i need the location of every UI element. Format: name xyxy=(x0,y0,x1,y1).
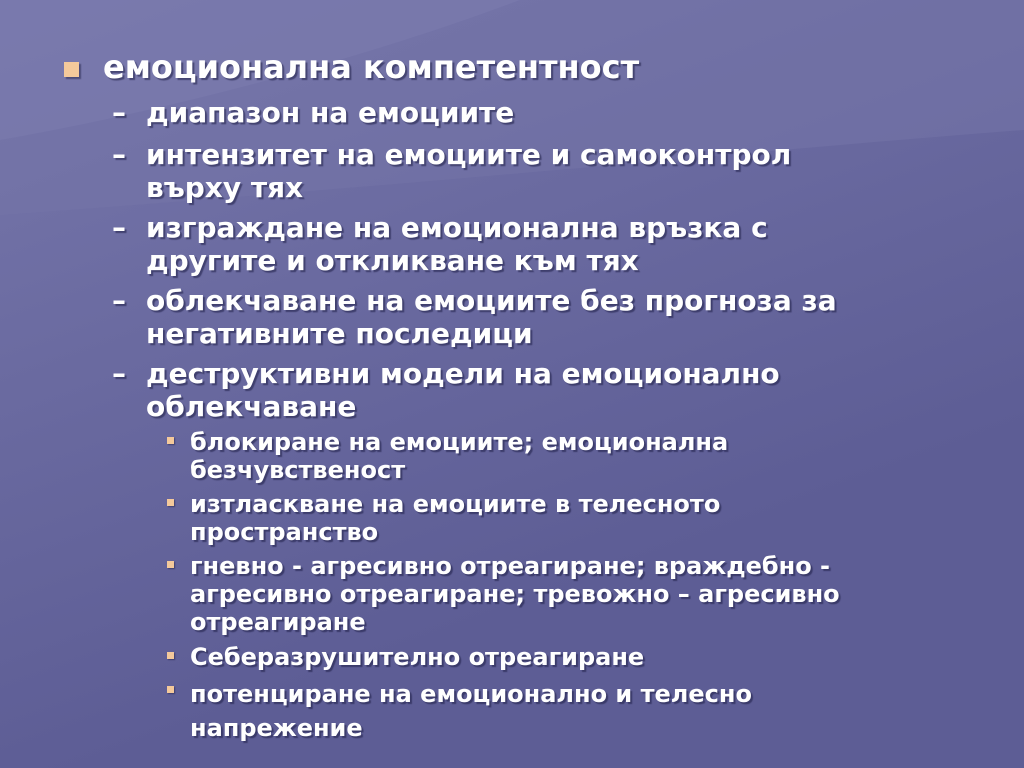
dash-bullet-icon: – xyxy=(112,96,126,129)
list-item: деструктивни модели на емоционално облекчаване xyxy=(146,357,780,423)
small-square-bullet-icon xyxy=(167,561,174,568)
dash-bullet-icon: – xyxy=(112,357,126,390)
sub-list-item: блокиране на емоциите; емоционална безчувственост xyxy=(190,428,729,484)
dash-bullet-icon: – xyxy=(112,138,126,171)
square-bullet-icon xyxy=(64,62,79,77)
small-square-bullet-icon xyxy=(167,437,174,444)
small-square-bullet-icon xyxy=(167,652,174,659)
sub-list-item: изтласкване на емоциите в телесното пространство xyxy=(190,490,721,546)
small-square-bullet-icon xyxy=(167,686,174,693)
list-item: интензитет на емоциите и самоконтрол върху тях xyxy=(146,138,792,204)
dash-bullet-icon: – xyxy=(112,211,126,244)
sub-list-item: Себеразрушително отреагиране xyxy=(190,643,645,671)
dash-bullet-icon: – xyxy=(112,284,126,317)
list-item: облекчаване на емоциите без прогноза за негативните последици xyxy=(146,284,837,350)
sub-list-item: потенциране на емоционално и телесно напрежение xyxy=(190,680,752,742)
slide-heading: емоционална компетентност xyxy=(103,48,640,86)
list-item: диапазон на емоциите xyxy=(146,96,515,129)
list-item: изграждане на емоционална връзка с другите и откликване към тях xyxy=(146,211,768,277)
small-square-bullet-icon xyxy=(167,499,174,506)
sub-list-item: гневно - агресивно отреагиране; враждебно - агресивно отреагиране; тревожно – агресивно отреагиране xyxy=(190,552,840,636)
